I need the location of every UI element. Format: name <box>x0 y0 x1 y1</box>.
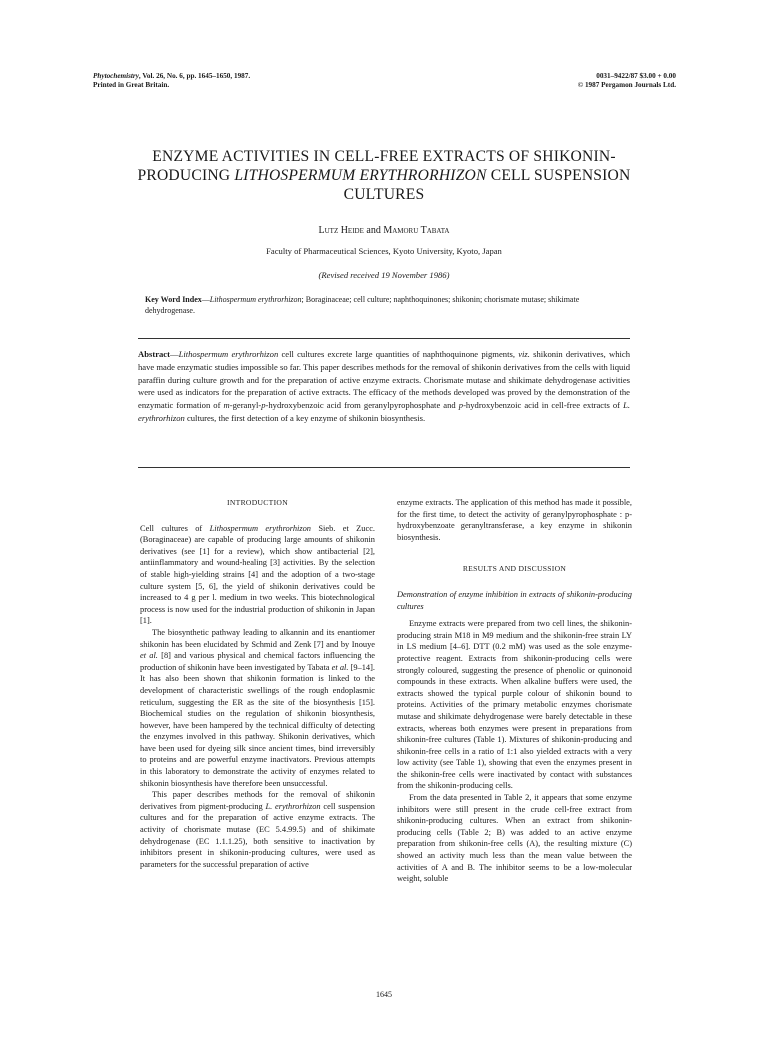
text-run: [9–14]. It has also been shown that shikonin formation is linked to the development of characteristic swellings of the rough endoplasmic reticulum, suggesting the ER as the site of the biosynthesis [15]. Biochemical studies on the regulation of shikonin biosynthesis, however, have been hampered by the technical difficulty of detecting the enzymes involved in this pathway. Shikonin derivatives, which have been used for dyeing silk since ancient times, bind irreversibly to proteins and are powerful enzyme inactivators. Previous attempts in this laboratory to demonstrate the activity of enzymes related to shikonin biosynthesis have therefore been unsuccessful. <box>140 662 376 788</box>
paragraph <box>140 627 375 789</box>
text-run: The biosynthetic pathway leading to alkannin and its enantiomer shikonin has been elucidated by Schmid and Zenk [7] and by Inouye <box>140 627 375 649</box>
abstract-text: m <box>223 400 230 411</box>
price-code: 0031–9422/87 $3.00 + 0.00 <box>596 72 676 80</box>
text-run: Cell cultures of <box>140 523 210 533</box>
author-1: Lutz Heide <box>318 225 364 236</box>
title-part: PRODUCING <box>137 167 235 184</box>
abstract-text: cultures, the first detection of a key enzyme of shikonin biosynthesis. <box>184 412 426 423</box>
title-line-3: CULTURES <box>343 186 425 203</box>
paragraph <box>140 789 375 870</box>
abstract-text: cell cultures excrete large quantities of naphthoquinone pigments, <box>278 349 519 359</box>
abstract-text: -hydroxybenzoic acid from geranylpyrophosphate and <box>265 400 459 411</box>
keyword-label: Key Word Index <box>145 295 202 304</box>
author-2: Mamoru Tabata <box>383 225 450 236</box>
abstract-species: Lithospermum erythrorhizon <box>178 349 279 359</box>
text-run: et al. <box>331 662 349 672</box>
column-right <box>397 497 632 885</box>
text-run: et al. <box>140 651 158 661</box>
title-part: CELL SUSPENSION <box>486 167 631 184</box>
abstract-text: -geranyl- <box>229 400 262 411</box>
abstract-text: shikonin derivatives, which have made enzymatic studies impossible so far. This paper describes methods for the removal of shikonin derivatives from the cells with liquid paraffin during culture growth and for the preparation of active enzyme extracts. Chorismate mutase and shikimate dehydrogenase activities were used as indicators for the preparation of active extracts. The efficacy of the methods developed was proved by the demonstration of the enzymatic formation of <box>138 349 630 411</box>
paragraph <box>140 523 375 627</box>
revision-date: (Revised received 19 November 1986) <box>318 270 450 280</box>
abstract-species: L. erythrorhizon <box>138 400 630 423</box>
keyword-index: Key Word Index—Lithospermum erythrorhizon; Boraginaceae; cell culture; naphthoquinones; shikonin; chorismate mutase; shikimate dehydrogenase. <box>145 295 580 315</box>
divider-bottom <box>138 467 630 468</box>
title-species: LITHOSPERMUM ERYTHRORHIZON <box>234 167 487 184</box>
text-run: This paper describes methods for the removal of shikonin derivatives from pigment-producing <box>140 790 375 811</box>
species-name: Lithospermum erythrorhizon <box>209 523 311 533</box>
subsection-heading: Demonstration of enzyme inhibition in extracts of shikonin-producing cultures <box>397 589 632 611</box>
text-run: [8] and various physical and chemical factors influencing the production of shikonin have been investigated by Tabata <box>140 651 375 672</box>
section-heading-results: RESULTS AND DISCUSSION <box>462 564 567 574</box>
text-run: Sieb. et Zucc. (Boraginaceae) are capable of producing large amounts of shikonin derivatives (see [1] for a review), which show antibacterial [2], antiinflammatory and wound-healing [3] activities. By the selection of stable high-yielding strains [4] and the adoption of a two-stage culture system [5, 6], the yield of shikonin derivatives could be increased to 4 g per l. medium in two weeks. This biotechnological process is now used for the industrial production of shikonin in Japan [1]. <box>140 523 376 626</box>
abstract: Abstract—Lithospermum erythrorhizon cell cultures excrete large quantities of naphthoquinone pigments, viz. shikonin derivatives, which have made enzymatic studies impossible so far. This paper describes methods for the removal of shikonin derivatives from the cells with liquid paraffin during culture growth and for the preparation of active enzyme extracts. Chorismate mutase and shikimate dehydrogenase activities were used as indicators for the preparation of active extracts. The efficacy of the methods developed was proved by the demonstration of the enzymatic formation of m-geranyl-p-hydroxybenzoic acid from geranylpyrophosphate and p-hydroxybenzoic acid in cell-free extracts of L. erythrorhizon cultures, the first detection of a key enzyme of shikonin biosynthesis. <box>138 349 630 423</box>
abstract-label: Abstract <box>138 349 170 359</box>
author-list <box>90 225 678 236</box>
journal-name: Phytochemistry <box>93 72 139 80</box>
journal-citation <box>93 72 250 90</box>
title-line-1: ENZYME ACTIVITIES IN CELL-FREE EXTRACTS OF SHIKONIN- <box>152 148 616 165</box>
abstract-text: p <box>261 400 266 411</box>
title-line-2 <box>90 166 678 185</box>
copyright-line: © 1987 Pergamon Journals Ltd. <box>577 81 676 89</box>
keyword-species: Lithospermum erythrorhizon <box>209 295 302 304</box>
printed-note: Printed in Great Britain. <box>93 81 170 89</box>
text-run: cell suspension cultures and for the preparation of active enzyme extracts. The activity of chorismate mutase (EC 5.4.99.5) and of shikimate dehydrogenase (EC 1.1.1.25), both sensitive to inactivation by inhibitors present in shikonin-producing cultures, were used as parameters for the successful preparation of active <box>140 801 375 869</box>
abstract-text: p <box>458 400 464 411</box>
paragraph: From the data presented in Table 2, it appears that some enzyme inhibitors were still present in the crude cell-free extract from shikonin-producing cultures. When an extract from shikonin-producing cells (Table 2; B) was added to an active enzyme preparation from shikonin-free cells (A), the resulting mixture (C) showed an activity much less than the mean value between the activities of A and B. The inhibitor seems to be a low-molecular weight, soluble <box>397 793 632 884</box>
abstract-text: -hydroxybenzoic acid in cell-free extracts of <box>463 400 624 411</box>
divider-top <box>138 338 630 339</box>
column-left <box>140 497 375 870</box>
page-number: 1645 <box>376 990 392 999</box>
paragraph: Enzyme extracts were prepared from two cell lines, the shikonin-producing strain M18 in M9 medium and the shikonin-free strain LY in LS medium [4–6]. DTT (0.2 mM) was used as the sole enzyme-protective reagent. Extracts from shikonin-producing cells were strongly coloured, suggesting the presence of phenolic or quinonoid compounds in these extracts. When alkaline buffers were used, the extracts showed the typical purple colour of shikonin bound to proteins. Activities of the primary metabolic enzymes chorismate mutase and shikimate dehydrogenase were barely detectable in these extracts, whereas both enzymes were present in preparations from shikonin-free cultures (Table 1). Mixtures of shikonin-producing and shikonin-free cells in a ratio of 1:1 also yielded extracts with a very low activity (see Table 1), showing that even the enzymes present in the shikonin-free cells were inactivated by contact with substances from the shikonin-producing cells. <box>397 619 632 791</box>
paper-title <box>90 147 678 204</box>
abstract-text: viz. <box>518 349 530 359</box>
paragraph: enzyme extracts. The application of this method has made it possible, for the first time, to detect the activity of geranylpyrophosphate : p-hydroxybenzoate geranyltransferase, a key enzyme in shikonin biosynthesis. <box>397 498 632 542</box>
author-conjunction: and <box>363 225 384 236</box>
keyword-list: ; Boraginaceae; cell culture; naphthoquinones; shikonin; chorismate mutase; shikimate dehydrogenase. <box>145 295 580 315</box>
section-heading-introduction: INTRODUCTION <box>227 498 288 507</box>
affiliation: Faculty of Pharmaceutical Sciences, Kyoto University, Kyoto, Japan <box>266 246 502 256</box>
species-name: L. erythrorhizon <box>265 801 321 811</box>
citation-details: , Vol. 26, No. 6, pp. 1645–1650, 1987. <box>138 72 251 80</box>
publisher-info <box>578 72 676 90</box>
